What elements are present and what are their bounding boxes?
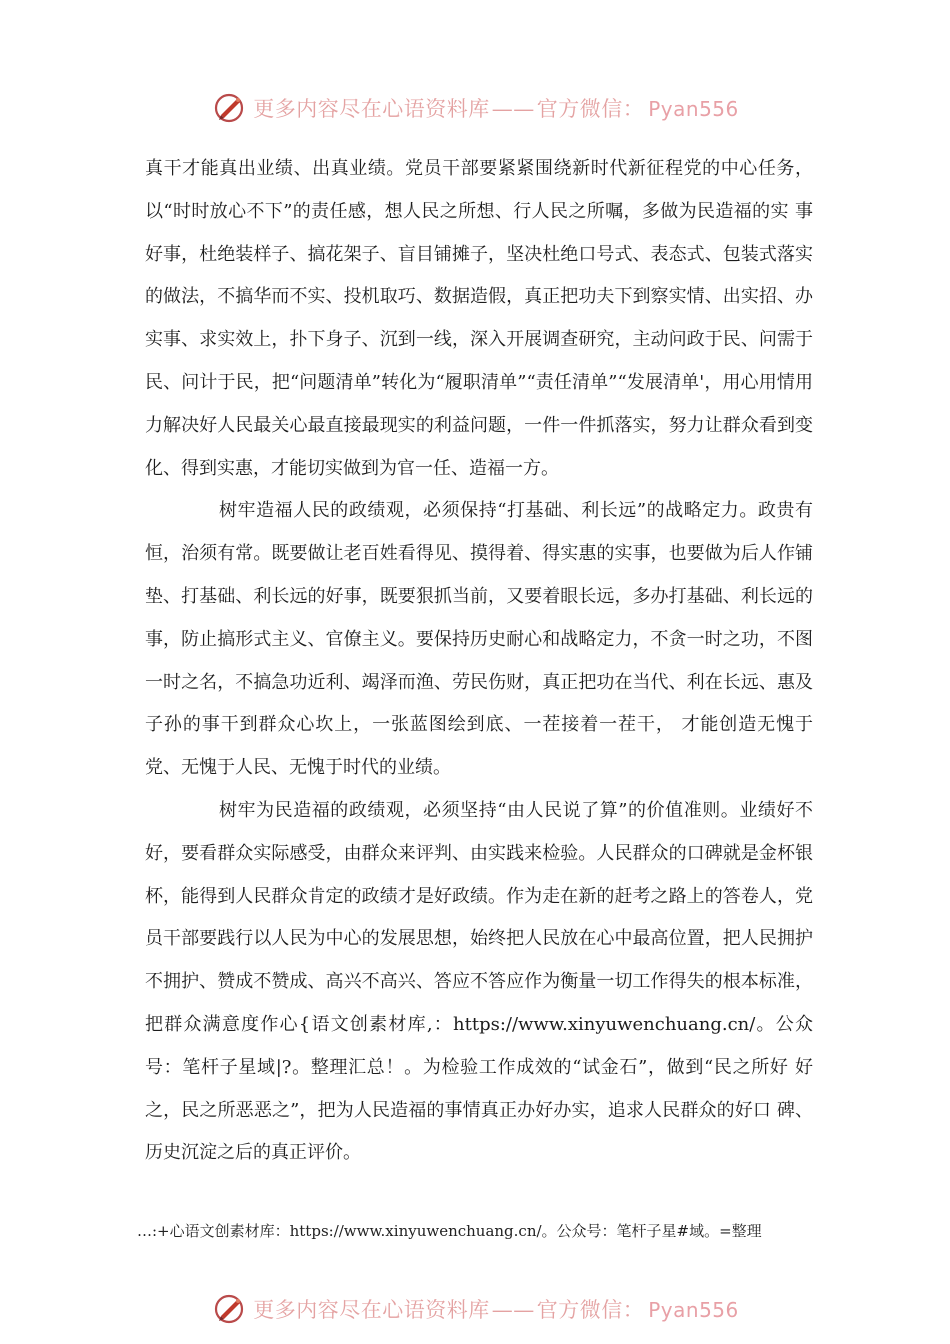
footer-watermark-banner: [0, 1289, 950, 1329]
header-watermark-banner: [0, 88, 950, 128]
library-logo-icon: [211, 1292, 249, 1326]
banner-text: 更多内容尽在心语资料库——官方微信： Pyan556: [253, 97, 739, 121]
paragraph-2: 树牢造福人民的政绩观，必须保持“打基础、利长远”的战略定力。政贵有恒，治须有常。既要做让老百姓看得见、摸得着、得实惠的实事，也要做为后人作铺垫、打基础、利长远的好事，既要狠抓当前，又要着眼长远，多办打基础、利长远的事，防止搞形式主义、官僚主义。要保持历史耐心和战略定力，不贪一时之功，不图一时之名，不搞急功近利、竭泽而渔、劳民伤财，真正把功在当代、利在长远、惠及子孙的事干到群众心坎上，一张蓝图绘到底、一茬接着一茬干， 才能创造无愧于党、无愧于人民、无愧于时代的业绩。: [145, 500, 813, 779]
banner-text: 更多内容尽在心语资料库——官方微信： Pyan556: [253, 1298, 739, 1322]
paragraph-3: 树牢为民造福的政绩观，必须坚持“由人民说了算”的价值准则。业绩好不好，要看群众实际感受，由群众来评判、由实践来检验。人民群众的口碑就是金杯银杯，能得到人民群众肯定的政绩才是好政绩。作为走在新的赶考之路上的答卷人，党员干部要践行以人民为中心的发展思想，始终把人民放在心中最高位置，把人民拥护不拥护、赞成不赞成、高兴不高兴、答应不答应作为衡量一切工作得失的根本标准，把群众满意度作心{语文创素材库,：https://www.xinyuwenchuang.cn/。公众号：笔杆子星域|?。整理汇总！。为检验工作成效的“试金石”，做到“民之所好 好之，民之所恶恶之”，把为人民造福的事情真正办好办实，追求人民群众的好口 碑、历史沉淀之后的真正评价。: [145, 799, 813, 1164]
paragraph-1: 真干才能真出业绩、出真业绩。党员干部要紧紧围绕新时代新征程党的中心任务， 以“时时放心不下”的责任感，想人民之所想、行人民之所嘱，多做为民造福的实 事好事，杜绝装样子、搞花架子、盲目铺摊子，坚决杜绝口号式、表态式、包装式落实的做法，不搞华而不实、投机取巧、数据造假，真正把功夫下到察实情、出实招、办实事、求实效上，扑下身子、沉到一线，深入开展调查研究，主动问政于民、问需于民、问计于民，把“问题清单”转化为“履职清单”“责任清单”“发展清单'，用心用情用力解决好人民最关心最直接最现实的利益问题，一件一件抓落实，努力让群众看到变化、得到实惠，才能切实做到为官一任、造福一方。: [145, 158, 813, 479]
article-body: [145, 148, 813, 1175]
library-logo-icon: [211, 91, 249, 125]
source-footnote: …:+心语文创素材库：https://www.xinyuwenchuang.cn/。公众号：笔杆子星#域。=整理: [137, 1222, 762, 1240]
